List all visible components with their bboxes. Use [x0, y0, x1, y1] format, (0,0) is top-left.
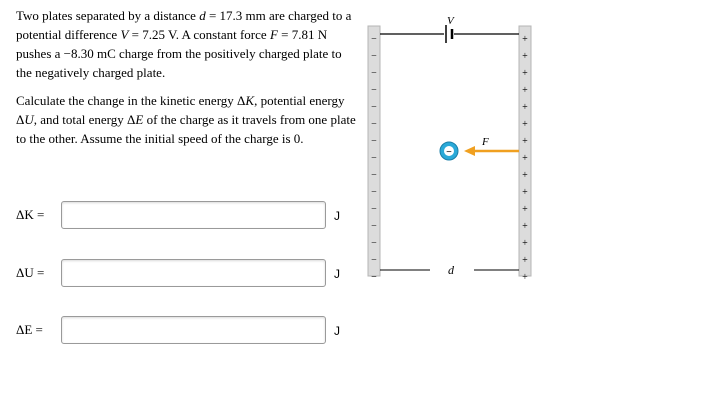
positive-sign: + — [522, 272, 528, 282]
intro-text-3: = 7.25 V. A constant force — [128, 27, 270, 42]
question-text-4: of the charge as it travels from one plate to the other. Assume the initial speed of the charge is 0. — [16, 112, 356, 146]
negative-sign: − — [371, 102, 377, 113]
charge-sign: − — [446, 147, 452, 158]
positive-sign: + — [522, 85, 528, 96]
question-text-2: , potential energy Δ — [16, 93, 345, 127]
negative-sign: − — [371, 238, 377, 249]
var-e: E — [135, 112, 144, 127]
force-arrow — [464, 146, 519, 156]
positive-sign: + — [522, 153, 528, 164]
delta-k-input[interactable] — [61, 201, 326, 229]
negative-sign: − — [371, 68, 377, 79]
voltage-label: V — [447, 15, 454, 27]
negative-sign: − — [371, 170, 377, 181]
negative-sign: − — [371, 204, 377, 215]
positive-sign: + — [522, 68, 528, 79]
delta-k-unit: J — [334, 209, 340, 223]
negative-sign: − — [371, 119, 377, 130]
battery-circuit — [380, 25, 519, 43]
intro-text-4: = 7.81 N pushes a −8.30 mC charge from the positively charged plate to the negatively charged plate. — [16, 27, 342, 80]
capacitor-diagram — [362, 12, 542, 282]
intro-text-1: Two plates separated by a distance — [16, 8, 200, 23]
positive-sign: + — [522, 221, 528, 232]
negative-sign: − — [371, 272, 377, 282]
var-d: d — [199, 8, 206, 23]
positive-sign: + — [522, 238, 528, 249]
delta-e-unit: J — [334, 324, 340, 338]
negative-sign: − — [371, 153, 377, 164]
negative-plate-signs — [371, 34, 377, 282]
problem-text — [16, 6, 356, 148]
question-text-1: Calculate the change in the kinetic energy Δ — [16, 93, 246, 108]
negative-sign: − — [371, 187, 377, 198]
negative-sign: − — [371, 34, 377, 45]
var-u: U — [24, 112, 34, 127]
delta-e-label: ΔE = — [16, 322, 43, 337]
question-text-3: , and total energy Δ — [33, 112, 136, 127]
positive-sign: + — [522, 187, 528, 198]
positive-sign: + — [522, 34, 528, 45]
negative-sign: − — [371, 136, 377, 147]
problem-intro — [16, 6, 356, 82]
positive-sign: + — [522, 102, 528, 113]
positive-sign: + — [522, 255, 528, 266]
negative-sign: − — [371, 221, 377, 232]
delta-u-input[interactable] — [61, 259, 326, 287]
positive-sign: + — [522, 119, 528, 130]
delta-k-label: ΔK = — [16, 207, 45, 222]
positive-sign: + — [522, 170, 528, 181]
positive-plate-signs — [522, 34, 528, 282]
var-f: F — [269, 27, 278, 42]
delta-u-unit: J — [334, 267, 340, 281]
negative-sign: − — [371, 85, 377, 96]
point-charge — [440, 142, 458, 160]
var-v: V — [120, 27, 129, 42]
intro-text-2: = 17.3 mm are charged to a potential difference — [16, 8, 352, 42]
positive-sign: + — [522, 136, 528, 147]
negative-sign: − — [371, 255, 377, 266]
delta-e-input[interactable] — [61, 316, 326, 344]
var-k: K — [245, 93, 255, 108]
force-label: F — [482, 136, 489, 148]
positive-sign: + — [522, 51, 528, 62]
negative-sign: − — [371, 51, 377, 62]
problem-question — [16, 91, 356, 148]
positive-sign: + — [522, 204, 528, 215]
distance-label: d — [448, 263, 454, 277]
delta-u-label: ΔU = — [16, 265, 45, 280]
